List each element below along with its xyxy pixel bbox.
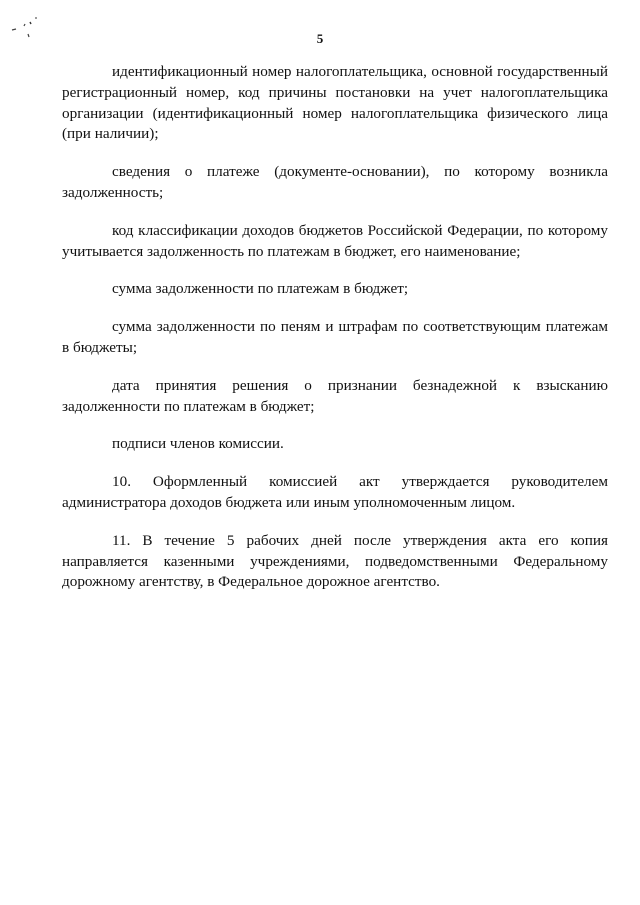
paragraph-debt-amount: сумма задолженности по платежам в бюджет; (112, 280, 409, 298)
paragraph-budget-classification-code: код классификации доходов бюджетов Российской Федерации, по которому учитывается задолженность по платежам в бюджет, его наименование; (62, 221, 608, 260)
paragraph-penalties-amount: сумма задолженности по пеням и штрафам по соответствующим платежам в бюджеты; (62, 318, 608, 356)
paragraph-payment-info: сведения о платеже (документе-основании), по которому возникла задолженность; (62, 163, 608, 201)
paragraph-item-11: 11. В течение 5 рабочих дней после утверждения акта его копия направляется казенными учреждениями, подведомственными Федеральному дорожному агентству, в Федеральное дорожное агентство. (62, 531, 608, 591)
page-number: 5 (316, 31, 324, 46)
paragraph-commission-signatures: подписи членов комиссии. (112, 435, 284, 453)
paragraph-decision-date: дата принятия решения о признании безнадежной к взысканию задолженности по платежам в бюджет; (62, 376, 608, 415)
document-body (62, 62, 608, 610)
paragraph-taxpayer-identifiers: идентификационный номер налогоплательщика, основной государственный регистрационный номер, код причины постановки на учет налогоплательщика организации (идентификационный номер налогоплательщика физического лица (при наличии); (62, 63, 608, 143)
paragraph-item-10: 10. Оформленный комиссией акт утверждается руководителем администратора доходов бюджета или иным уполномоченным лицом. (62, 473, 608, 511)
